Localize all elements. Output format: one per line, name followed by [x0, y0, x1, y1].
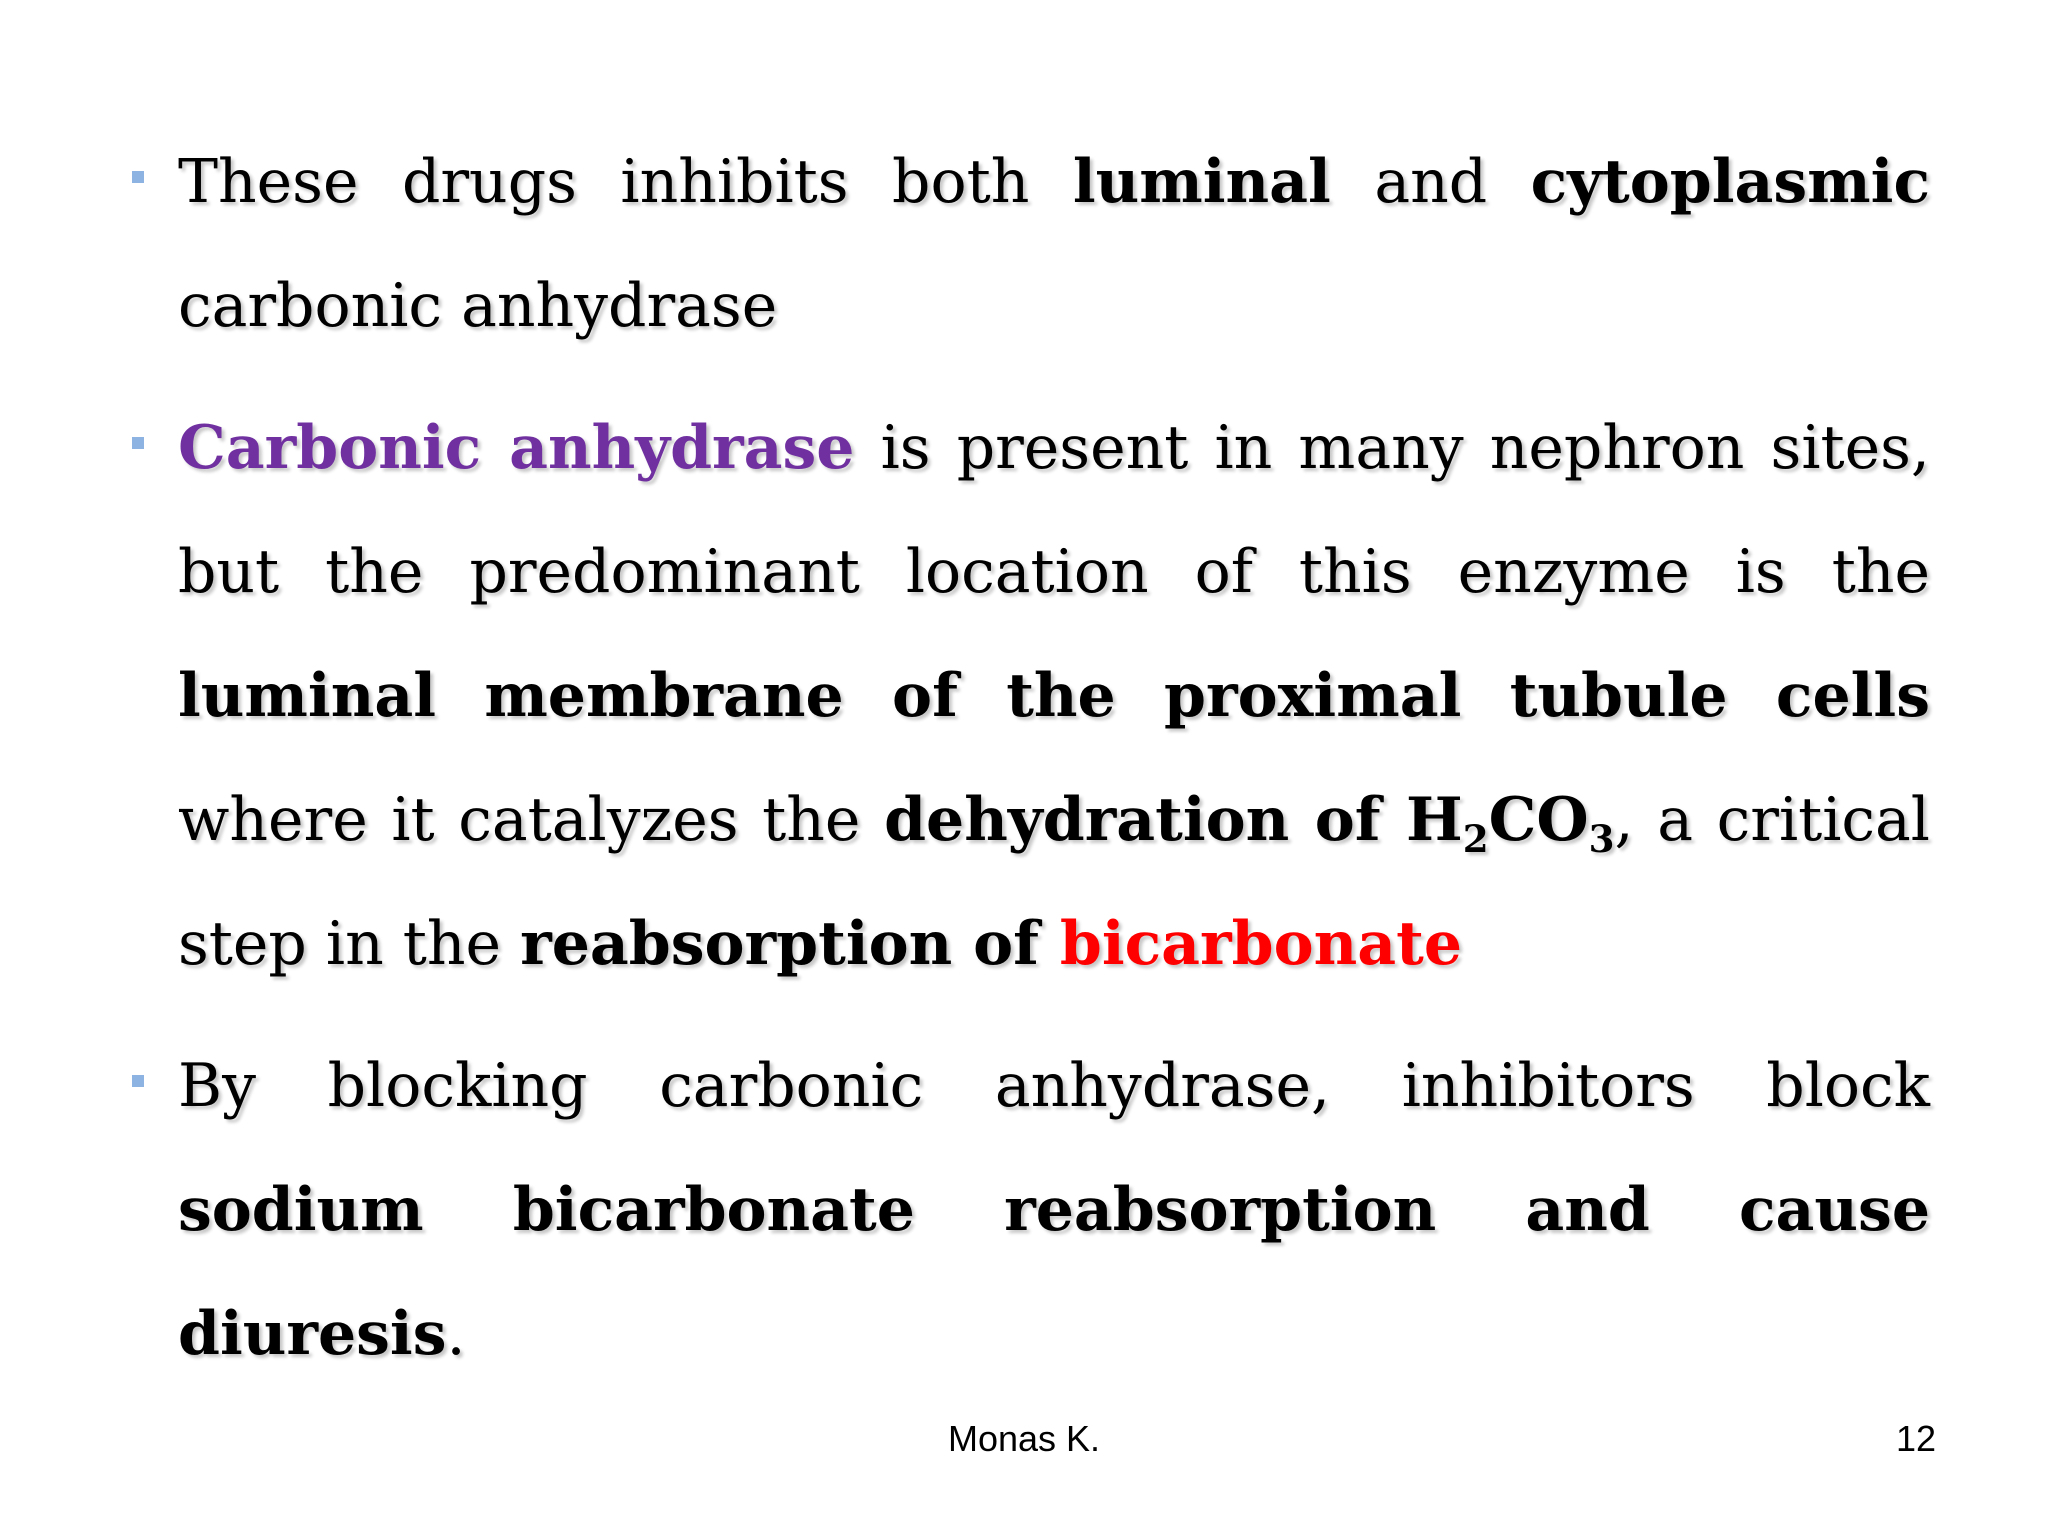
bullet-3-bold-sodium-bicarbonate: sodium bicarbonate reabsorption and cause diuresis [178, 1175, 1930, 1369]
square-bullet-icon [132, 437, 144, 449]
bullet-item-3 [130, 1024, 1930, 1396]
bullet-1-text-2: and [1330, 147, 1531, 217]
bullet-2-highlight-carbonic-anhydrase: Carbonic anhydrase [178, 413, 855, 483]
bullet-item-2 [130, 386, 1930, 1006]
bullet-2-bold-co: CO [1488, 785, 1589, 855]
bullet-1-bold-cytoplasmic: cytoplasmic [1530, 147, 1930, 217]
bullet-3-text-1: By blocking carbonic anhydrase, inhibitors block [178, 1051, 1930, 1121]
bullet-2-bold-dehydration: dehydration of H [884, 785, 1463, 855]
square-bullet-icon [132, 1075, 144, 1087]
page-number: 12 [1895, 1418, 1936, 1459]
bullet-2-text-3: , a critical step in the [178, 785, 1930, 979]
bullet-1-bold-luminal: luminal [1072, 147, 1331, 217]
bullet-3-text-2: . [446, 1299, 466, 1369]
bullet-item-1 [130, 120, 1930, 368]
bullet-2-subscript-2: 2 [1462, 816, 1489, 861]
bullet-2-text-1: is present in many nephron sites, but the predominant location of this enzyme is the [178, 413, 1930, 607]
bullet-2-bold-luminal-membrane: luminal membrane of the proximal tubule cells [178, 661, 1930, 731]
bullet-1-text-1: These drugs inhibits both [178, 147, 1073, 217]
bullet-2-bold-reabsorption: reabsorption of [520, 909, 1060, 979]
square-bullet-icon [132, 171, 144, 183]
bullet-2-highlight-bicarbonate: bicarbonate [1059, 909, 1463, 979]
bullet-list [130, 120, 1930, 1414]
bullet-1-text-3: carbonic anhydrase [178, 271, 778, 341]
bullet-2-text-2: where it catalyzes the [178, 785, 885, 855]
bullet-2-subscript-3: 3 [1588, 816, 1615, 861]
footer-author: Monas K. [947, 1418, 1101, 1459]
